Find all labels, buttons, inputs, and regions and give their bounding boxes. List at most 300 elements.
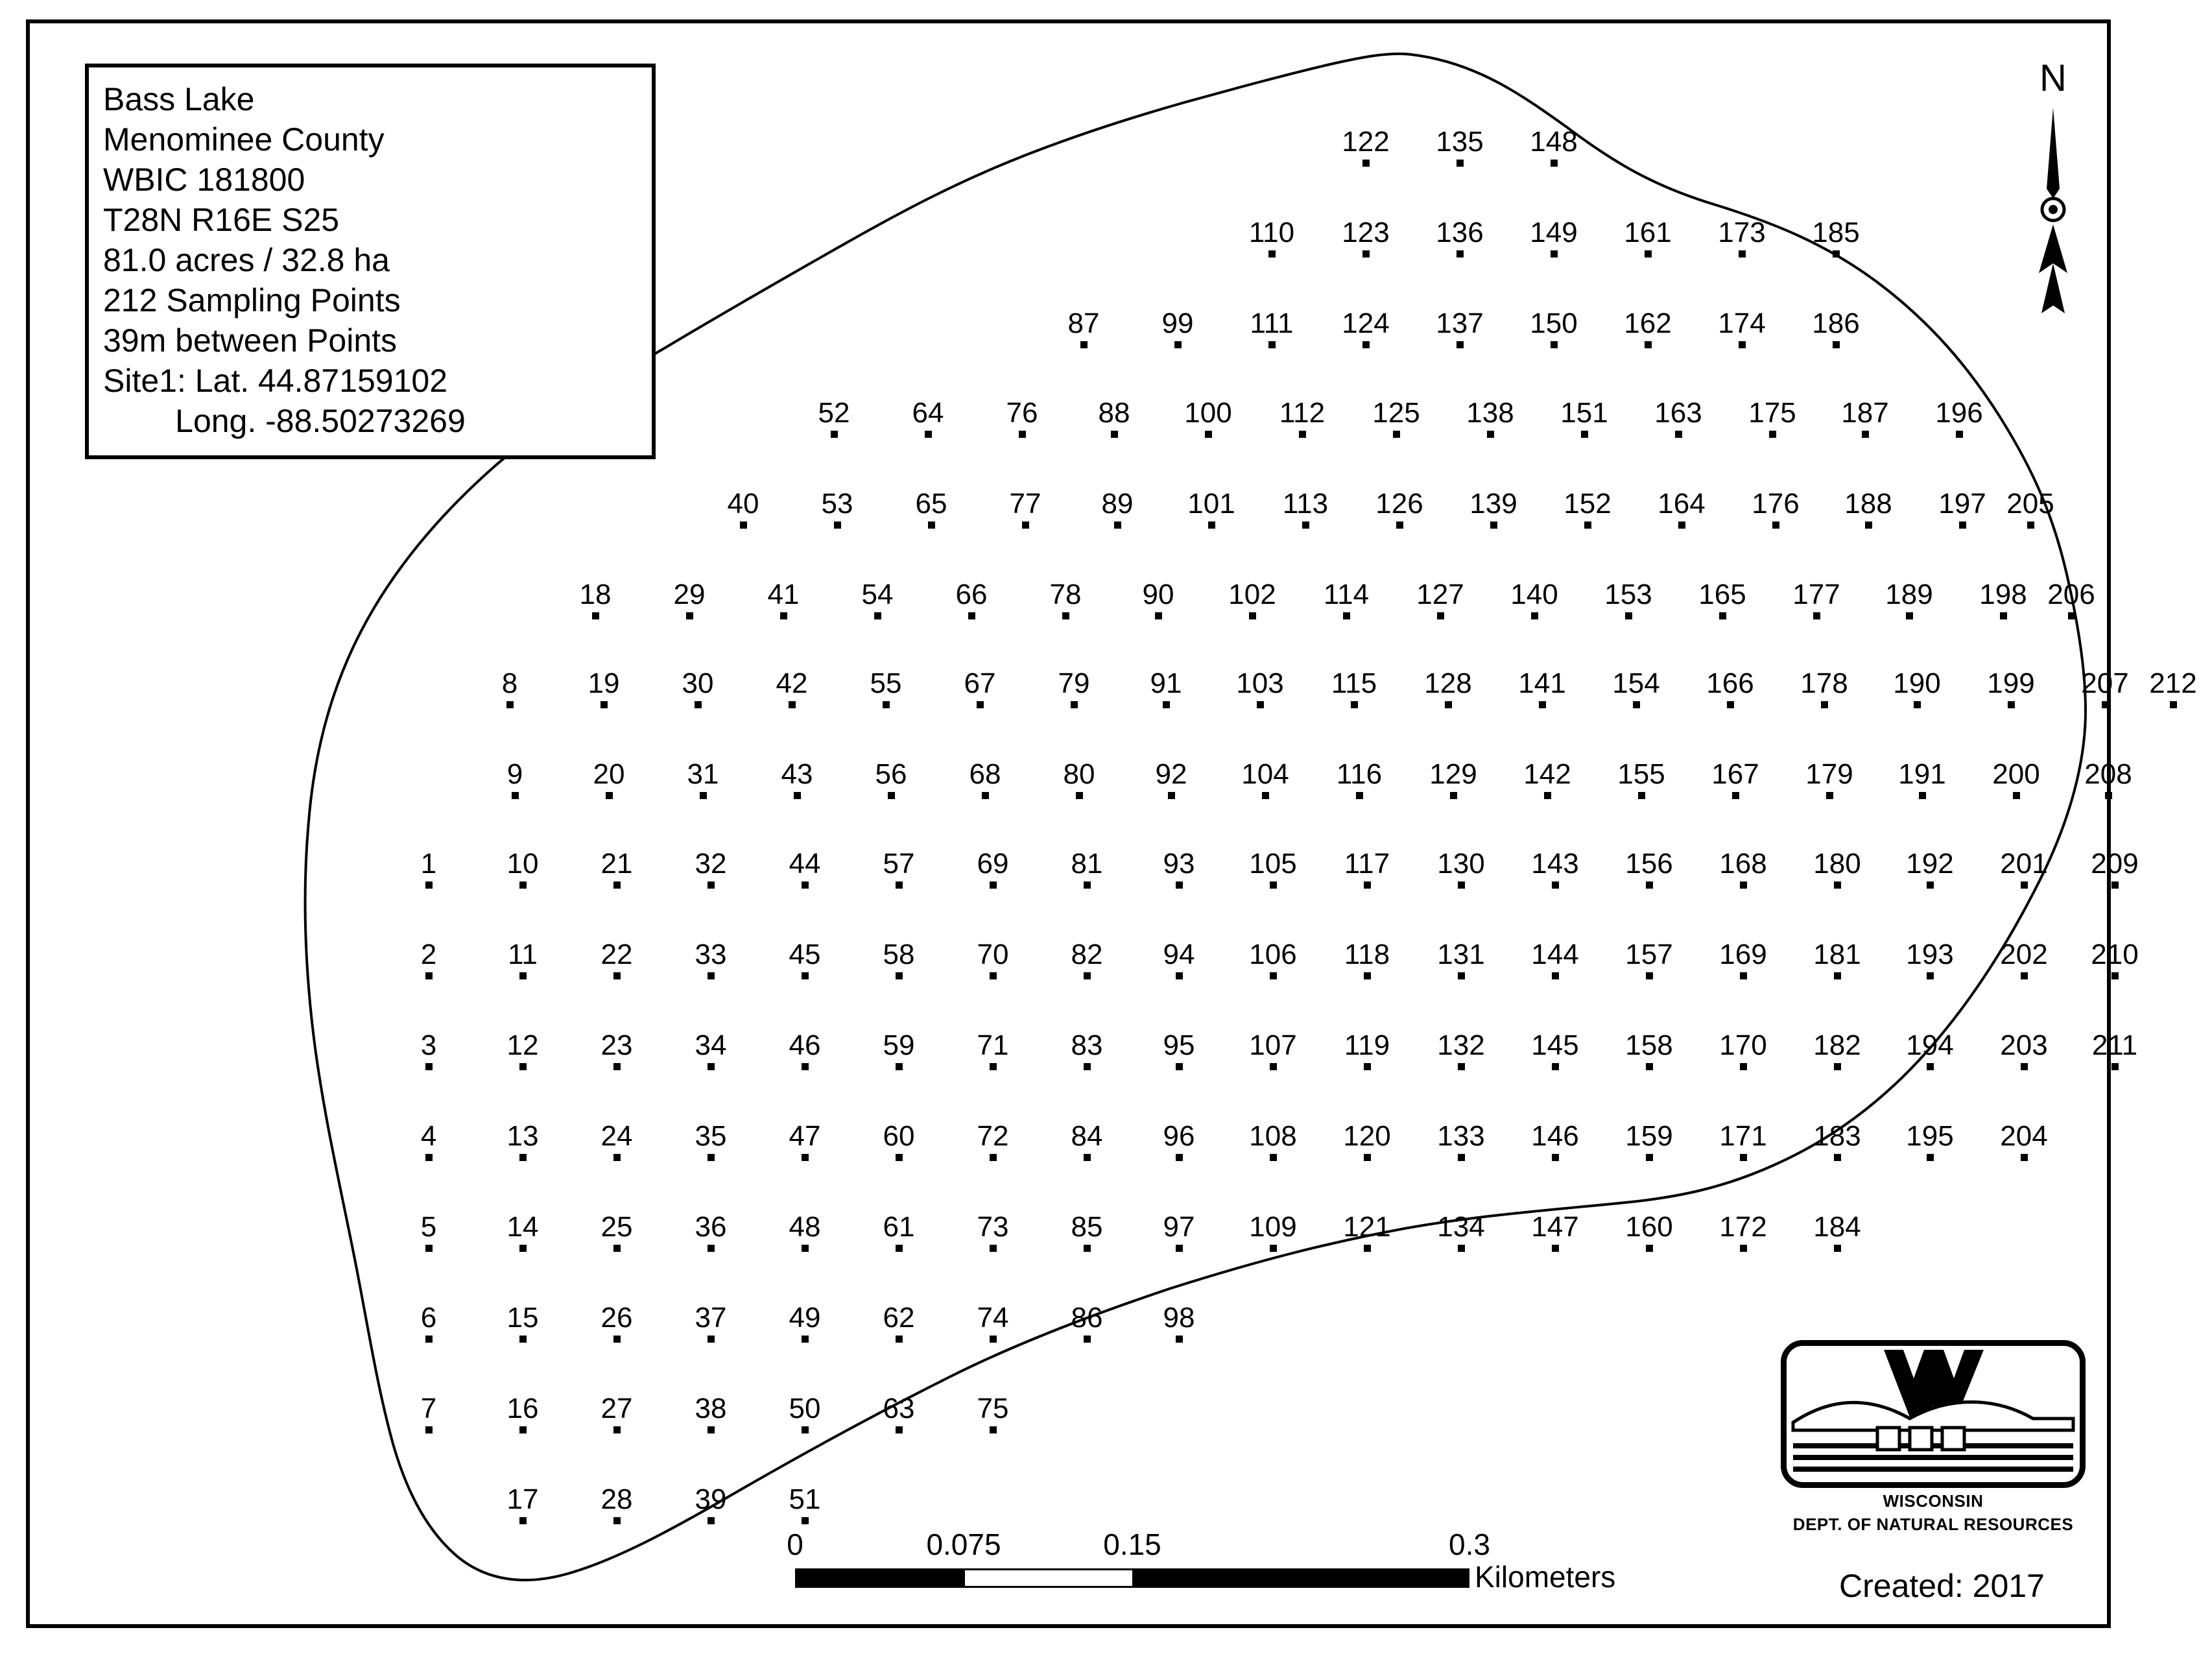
sampling-point-label: 61 xyxy=(883,1211,915,1243)
sampling-point-marker xyxy=(896,1336,903,1343)
title-line-points: 212 Sampling Points xyxy=(103,282,401,318)
sampling-point-marker xyxy=(1268,341,1276,348)
sampling-point xyxy=(1704,940,1782,979)
sampling-point-marker xyxy=(1364,1063,1371,1070)
sampling-point-label: 56 xyxy=(875,758,907,790)
sampling-point xyxy=(1704,1121,1782,1161)
scale-bar-tick-label: 0.3 xyxy=(1449,1528,1490,1561)
sampling-point xyxy=(565,669,643,708)
sampling-point-marker xyxy=(802,1245,809,1252)
sampling-point xyxy=(1798,849,1876,889)
sampling-point-marker xyxy=(1445,701,1452,708)
sampling-point-label: 109 xyxy=(1249,1211,1297,1243)
sampling-point-label: 205 xyxy=(2006,488,2054,520)
sampling-point-marker xyxy=(1633,701,1640,708)
sampling-point-label: 122 xyxy=(1342,126,1390,158)
sampling-point-label: 163 xyxy=(1654,397,1702,429)
sampling-point-label: 140 xyxy=(1510,579,1558,610)
sampling-point-label: 147 xyxy=(1531,1211,1579,1243)
sampling-point-label: 146 xyxy=(1531,1120,1579,1152)
sampling-point-label: 15 xyxy=(506,1302,539,1334)
sampling-point xyxy=(1221,669,1299,708)
sampling-point-marker xyxy=(1084,1063,1091,1070)
sampling-point-label: 136 xyxy=(1436,217,1484,248)
sampling-point xyxy=(1610,1031,1688,1070)
sampling-point-marker xyxy=(831,431,838,438)
sampling-point-label: 5 xyxy=(420,1211,437,1243)
sampling-point-label: 195 xyxy=(1906,1120,1954,1152)
sampling-point-marker xyxy=(740,521,747,529)
sampling-point-label: 30 xyxy=(682,667,714,699)
sampling-point xyxy=(954,1031,1032,1070)
sampling-point xyxy=(838,580,916,619)
north-arrow xyxy=(2014,59,2092,344)
sampling-point xyxy=(1515,309,1593,348)
sampling-point-label: 84 xyxy=(1071,1120,1103,1152)
sampling-point-marker xyxy=(802,1154,809,1161)
sampling-point xyxy=(954,1303,1032,1343)
sampling-point xyxy=(1798,1121,1876,1161)
sampling-point-label: 91 xyxy=(1150,667,1182,699)
sampling-point-label: 39 xyxy=(695,1483,727,1515)
sampling-point-marker xyxy=(1458,1245,1465,1252)
sampling-point xyxy=(1829,489,1907,529)
sampling-point xyxy=(954,1394,1032,1433)
sampling-point-marker xyxy=(802,1063,809,1070)
sampling-point-marker xyxy=(1552,1063,1559,1070)
sampling-point-marker xyxy=(1084,972,1091,979)
sampling-point xyxy=(1234,1212,1312,1252)
sampling-point xyxy=(1549,489,1626,529)
sampling-point xyxy=(1119,580,1197,619)
sampling-point-marker xyxy=(1740,972,1747,979)
sampling-point xyxy=(1516,940,1594,979)
sampling-point xyxy=(1516,1031,1594,1070)
sampling-point-label: 118 xyxy=(1344,939,1390,970)
sampling-point-marker xyxy=(425,1245,433,1252)
north-label: N xyxy=(2040,57,2067,99)
sampling-point xyxy=(1421,127,1499,167)
sampling-point xyxy=(672,1031,750,1070)
sampling-point xyxy=(758,760,836,799)
sampling-point-label: 67 xyxy=(964,667,996,699)
sampling-point xyxy=(753,669,831,708)
sampling-point-label: 42 xyxy=(776,667,808,699)
sampling-point xyxy=(1078,489,1156,529)
sampling-point-label: 24 xyxy=(601,1120,633,1152)
sampling-point xyxy=(2076,940,2154,979)
sampling-point xyxy=(484,1212,562,1252)
sampling-point xyxy=(1328,1031,1406,1070)
sampling-point-marker xyxy=(802,1517,809,1524)
sampling-point-label: 23 xyxy=(601,1029,633,1061)
sampling-point-label: 139 xyxy=(1469,488,1517,520)
sampling-point xyxy=(1422,1031,1500,1070)
sampling-point-label: 80 xyxy=(1063,758,1095,790)
sampling-point-label: 182 xyxy=(1813,1029,1861,1061)
sampling-point-label: 16 xyxy=(506,1393,539,1424)
sampling-point-label: 194 xyxy=(1906,1029,1954,1061)
sampling-point-marker xyxy=(613,1336,621,1343)
sampling-point-label: 46 xyxy=(789,1029,821,1061)
sampling-point xyxy=(1703,309,1781,348)
sampling-point-label: 176 xyxy=(1752,488,1800,520)
sampling-point-marker xyxy=(990,1154,997,1161)
sampling-point-marker xyxy=(990,1426,997,1433)
sampling-point-marker xyxy=(1638,792,1645,799)
sampling-point xyxy=(1798,940,1876,979)
sampling-point xyxy=(2076,1031,2154,1070)
sampling-point xyxy=(1870,580,1948,619)
sampling-point-marker xyxy=(1262,792,1269,799)
sampling-point-marker xyxy=(1551,160,1558,167)
sampling-point-label: 25 xyxy=(601,1211,633,1243)
sampling-point-label: 193 xyxy=(1906,939,1954,970)
sampling-point-label: 112 xyxy=(1279,397,1326,429)
sampling-point xyxy=(860,1303,938,1343)
sampling-point-label: 12 xyxy=(506,1029,539,1061)
sampling-point-marker xyxy=(1268,250,1276,258)
sampling-point xyxy=(672,1485,750,1524)
sampling-point xyxy=(766,1394,844,1433)
sampling-point-label: 6 xyxy=(420,1302,437,1334)
sampling-point-marker xyxy=(982,792,989,799)
sampling-point xyxy=(484,940,562,979)
sampling-point xyxy=(941,669,1019,708)
sampling-point xyxy=(672,1394,750,1433)
sampling-point-label: 63 xyxy=(883,1393,915,1424)
sampling-point xyxy=(1516,849,1594,889)
sampling-point-label: 45 xyxy=(789,939,821,970)
north-arrow-icon xyxy=(2014,59,2092,344)
sampling-point-label: 187 xyxy=(1841,397,1889,429)
sampling-point xyxy=(860,940,938,979)
sampling-point-label: 108 xyxy=(1249,1120,1297,1152)
sampling-point-label: 85 xyxy=(1071,1211,1103,1243)
sampling-point-marker xyxy=(1364,972,1371,979)
sampling-point-marker xyxy=(896,972,903,979)
sampling-point-marker xyxy=(1552,1245,1559,1252)
sampling-point-marker xyxy=(1834,1063,1841,1070)
sampling-point xyxy=(390,1031,468,1070)
sampling-point-marker xyxy=(1364,1245,1371,1252)
sampling-point-label: 58 xyxy=(883,939,915,970)
sampling-point-marker xyxy=(1646,1154,1653,1161)
sampling-point xyxy=(484,1031,562,1070)
sampling-point-label: 53 xyxy=(821,488,853,520)
title-line-lake: Bass Lake xyxy=(103,81,255,117)
sampling-point xyxy=(1964,580,2042,619)
sampling-point xyxy=(672,1303,750,1343)
sampling-point-label: 162 xyxy=(1624,307,1672,339)
sampling-point-marker xyxy=(613,1426,621,1433)
sampling-point-label: 165 xyxy=(1698,579,1746,610)
sampling-point xyxy=(2134,669,2212,708)
sampling-point xyxy=(570,760,648,799)
sampling-point-marker xyxy=(1739,341,1746,348)
sampling-point-label: 28 xyxy=(601,1483,633,1515)
sampling-point xyxy=(860,1212,938,1252)
sampling-point-label: 111 xyxy=(1250,307,1294,339)
sampling-point xyxy=(1883,760,1961,799)
sampling-point xyxy=(1704,849,1782,889)
sampling-point-marker xyxy=(1834,1154,1841,1161)
sampling-point xyxy=(798,489,876,529)
sampling-point-label: 86 xyxy=(1071,1302,1103,1334)
sampling-point-label: 78 xyxy=(1049,579,1082,610)
sampling-point xyxy=(1733,398,1811,438)
sampling-point-label: 40 xyxy=(727,488,759,520)
sampling-point-marker xyxy=(1457,250,1464,258)
sampling-point-label: 31 xyxy=(687,758,719,790)
sampling-point-label: 186 xyxy=(1812,307,1860,339)
sampling-point xyxy=(954,1121,1032,1161)
sampling-point-label: 114 xyxy=(1323,579,1370,610)
sampling-point xyxy=(1597,669,1675,708)
sampling-point-label: 117 xyxy=(1344,848,1390,880)
sampling-point-label: 212 xyxy=(2149,667,2197,699)
sampling-point xyxy=(1140,940,1218,979)
sampling-point-label: 138 xyxy=(1466,397,1514,429)
sampling-point-marker xyxy=(2111,1063,2119,1070)
sampling-point-label: 133 xyxy=(1437,1120,1485,1152)
sampling-point xyxy=(1451,398,1529,438)
sampling-point-label: 191 xyxy=(1898,758,1946,790)
sampling-point xyxy=(1328,940,1406,979)
sampling-point-label: 73 xyxy=(977,1211,1009,1243)
sampling-point-label: 149 xyxy=(1530,217,1578,248)
sampling-point xyxy=(672,1121,750,1161)
sampling-point-marker xyxy=(519,1426,527,1433)
sampling-point-label: 81 xyxy=(1071,848,1103,880)
sampling-point-label: 98 xyxy=(1163,1302,1195,1334)
sampling-point-marker xyxy=(708,881,715,889)
sampling-point xyxy=(1985,940,2063,979)
sampling-point xyxy=(983,398,1061,438)
sampling-point xyxy=(1610,1121,1688,1161)
sampling-point-marker xyxy=(708,1245,715,1252)
sampling-point-marker xyxy=(1826,792,1833,799)
sampling-point xyxy=(390,940,468,979)
sampling-point-label: 96 xyxy=(1163,1120,1195,1152)
sampling-point xyxy=(795,398,873,438)
sampling-point-marker xyxy=(519,1245,527,1252)
sampling-point-marker xyxy=(613,1063,621,1070)
sampling-point-label: 174 xyxy=(1718,307,1766,339)
sampling-point-marker xyxy=(1249,612,1256,619)
sampling-point xyxy=(946,760,1024,799)
sampling-point-marker xyxy=(1176,1063,1183,1070)
sampling-point xyxy=(1797,309,1875,348)
sampling-point xyxy=(1320,760,1398,799)
sampling-point-marker xyxy=(896,1426,903,1433)
sampling-point xyxy=(578,1303,656,1343)
sampling-point xyxy=(933,580,1010,619)
sampling-point-marker xyxy=(1927,881,1934,889)
sampling-point-marker xyxy=(2105,792,2112,799)
sampling-point-label: 99 xyxy=(1161,307,1194,339)
sampling-point-marker xyxy=(968,612,975,619)
sampling-point-marker xyxy=(794,792,801,799)
sampling-point-marker xyxy=(1205,431,1212,438)
sampling-point xyxy=(1140,1303,1218,1343)
sampling-point xyxy=(766,1212,844,1252)
sampling-point-label: 204 xyxy=(2000,1120,2048,1152)
sampling-point xyxy=(1985,849,2063,889)
sampling-point xyxy=(1920,398,1998,438)
sampling-point xyxy=(1891,940,1969,979)
sampling-point-marker xyxy=(613,972,621,979)
sampling-point-label: 83 xyxy=(1071,1029,1103,1061)
sampling-point-marker xyxy=(425,972,433,979)
sampling-point-marker xyxy=(896,1245,903,1252)
sampling-point xyxy=(1422,1212,1500,1252)
sampling-point-label: 135 xyxy=(1436,126,1484,158)
sampling-point-marker xyxy=(1646,972,1653,979)
sampling-point xyxy=(664,760,742,799)
sampling-point xyxy=(1639,398,1717,438)
sampling-point-label: 210 xyxy=(2091,939,2139,970)
sampling-point-label: 71 xyxy=(977,1029,1009,1061)
sampling-point xyxy=(390,1394,468,1433)
sampling-point xyxy=(1826,398,1904,438)
sampling-point xyxy=(1798,1031,1876,1070)
sampling-point xyxy=(672,1212,750,1252)
sampling-point xyxy=(1132,760,1210,799)
sampling-point xyxy=(1328,849,1406,889)
sampling-point-label: 57 xyxy=(883,848,915,880)
sampling-point-marker xyxy=(2021,972,2028,979)
sampling-point-label: 51 xyxy=(789,1483,821,1515)
sampling-point-marker xyxy=(1084,881,1091,889)
sampling-point xyxy=(1643,489,1720,529)
sampling-point-label: 21 xyxy=(601,848,633,880)
sampling-point-marker xyxy=(1552,972,1559,979)
sampling-point xyxy=(2069,760,2147,799)
sampling-point-label: 75 xyxy=(977,1393,1009,1424)
sampling-point xyxy=(578,1394,656,1433)
sampling-point-label: 89 xyxy=(1101,488,1134,520)
sampling-point-marker xyxy=(1772,521,1779,529)
sampling-point-label: 171 xyxy=(1719,1120,1767,1152)
sampling-point-label: 177 xyxy=(1792,579,1840,610)
sampling-point xyxy=(1609,218,1687,258)
sampling-point-label: 157 xyxy=(1625,939,1673,970)
sampling-point-label: 103 xyxy=(1236,667,1284,699)
sampling-point xyxy=(1040,760,1118,799)
sampling-point xyxy=(1785,669,1863,708)
sampling-point-label: 161 xyxy=(1624,217,1672,248)
sampling-point xyxy=(659,669,737,708)
sampling-point-marker xyxy=(1174,341,1182,348)
sampling-point-marker xyxy=(601,701,608,708)
sampling-point-label: 65 xyxy=(915,488,947,520)
sampling-point-marker xyxy=(1740,1154,1747,1161)
sampling-point-marker xyxy=(1176,1154,1183,1161)
sampling-point-label: 123 xyxy=(1342,217,1390,248)
sampling-point-marker xyxy=(2021,1063,2028,1070)
sampling-point-marker xyxy=(1581,431,1588,438)
sampling-point-marker xyxy=(2027,521,2034,529)
sampling-point-label: 13 xyxy=(506,1120,539,1152)
sampling-point-marker xyxy=(1257,701,1264,708)
sampling-point-marker xyxy=(780,612,787,619)
sampling-point-marker xyxy=(1906,612,1913,619)
sampling-point-marker xyxy=(1019,431,1026,438)
sampling-point-marker xyxy=(990,881,997,889)
sampling-point-marker xyxy=(708,1426,715,1433)
sampling-point xyxy=(2032,580,2110,619)
sampling-point xyxy=(1610,1212,1688,1252)
sampling-point-label: 153 xyxy=(1604,579,1652,610)
sampling-point-label: 37 xyxy=(695,1302,727,1334)
sampling-point-label: 50 xyxy=(789,1393,821,1424)
sampling-point xyxy=(1923,489,2001,529)
sampling-point-marker xyxy=(1396,521,1403,529)
sampling-point-label: 48 xyxy=(789,1211,821,1243)
sampling-point-label: 179 xyxy=(1805,758,1853,790)
sampling-point-marker xyxy=(1364,1154,1371,1161)
sampling-point-label: 130 xyxy=(1437,848,1485,880)
sampling-point-marker xyxy=(1437,612,1444,619)
sampling-point-marker xyxy=(896,1154,903,1161)
sampling-point xyxy=(1495,580,1573,619)
dnr-org-line2: DEPT. OF NATURAL RESOURCES xyxy=(1792,1515,2074,1534)
sampling-point-label: 41 xyxy=(767,579,800,610)
sampling-point-label: 132 xyxy=(1437,1029,1485,1061)
sampling-point-marker xyxy=(1163,701,1170,708)
sampling-point-marker xyxy=(1740,1063,1747,1070)
sampling-point xyxy=(847,669,925,708)
sampling-point xyxy=(1045,309,1123,348)
sampling-point-marker xyxy=(1914,701,1921,708)
sampling-point xyxy=(1315,669,1393,708)
sampling-point-marker xyxy=(1813,612,1820,619)
sampling-point-label: 129 xyxy=(1429,758,1477,790)
sampling-point-label: 17 xyxy=(506,1483,539,1515)
sampling-point xyxy=(578,849,656,889)
sampling-point-label: 202 xyxy=(2000,939,2048,970)
sampling-point xyxy=(1213,580,1291,619)
sampling-point xyxy=(1233,218,1311,258)
title-box xyxy=(85,64,656,459)
sampling-point-label: 8 xyxy=(501,667,518,699)
sampling-point-marker xyxy=(1531,612,1538,619)
title-line-wbic: WBIC 181800 xyxy=(103,162,305,198)
sampling-point-label: 79 xyxy=(1058,667,1090,699)
sampling-point-marker xyxy=(1678,521,1685,529)
sampling-point-marker xyxy=(1551,341,1558,348)
sampling-point xyxy=(1267,489,1344,529)
sampling-point-label: 62 xyxy=(883,1302,915,1334)
sampling-point-label: 27 xyxy=(601,1393,633,1424)
sampling-point xyxy=(1048,1303,1126,1343)
sampling-point-marker xyxy=(1821,701,1828,708)
sampling-point-label: 196 xyxy=(1935,397,1983,429)
sampling-point xyxy=(1233,309,1311,348)
sampling-point-marker xyxy=(2111,972,2119,979)
sampling-point-marker xyxy=(1302,521,1309,529)
sampling-point xyxy=(954,1212,1032,1252)
sampling-point-marker xyxy=(695,701,702,708)
sampling-point xyxy=(1891,1031,1969,1070)
sampling-point-marker xyxy=(1362,160,1370,167)
sampling-point-label: 76 xyxy=(1006,397,1038,429)
sampling-point-label: 203 xyxy=(2000,1029,2048,1061)
sampling-point-marker xyxy=(2013,792,2020,799)
sampling-point-marker xyxy=(1834,1245,1841,1252)
sampling-point-marker xyxy=(1457,160,1464,167)
